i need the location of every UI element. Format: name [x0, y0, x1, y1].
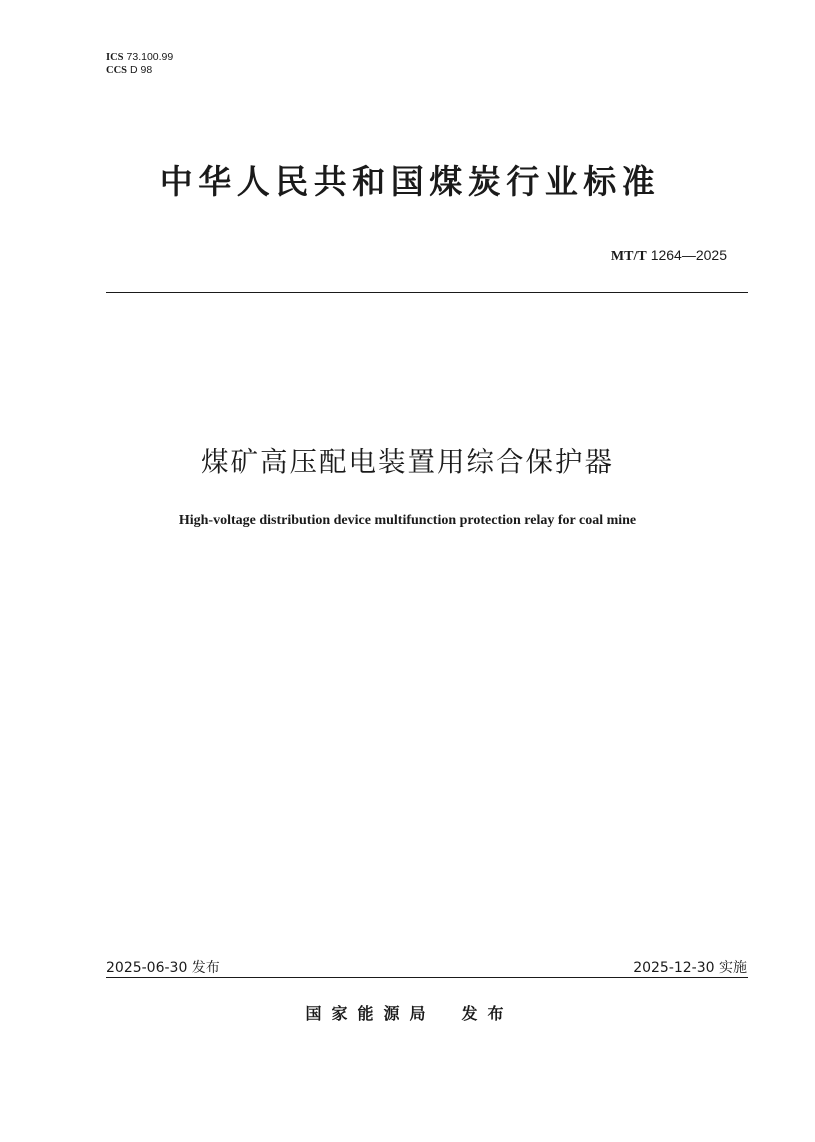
top-divider [106, 292, 748, 293]
ccs-code [106, 64, 173, 77]
bottom-divider [106, 977, 748, 978]
ics-label: ICS [106, 52, 124, 63]
issuer-line [0, 1001, 815, 1024]
publish-date: 2025-06-30 发布 [106, 960, 220, 976]
standard-number [611, 247, 727, 265]
industry-standard-title: 中华人民共和国煤炭行业标准 [159, 162, 661, 201]
standard-prefix: MT/T [610, 249, 647, 264]
classification-codes [106, 51, 173, 77]
standard-digits: 1264—2025 [650, 247, 727, 263]
issuer-action: 发布 [461, 1004, 514, 1023]
ics-value: 73.100.99 [126, 51, 174, 63]
implementation-date: 2025-12-30 实施 [633, 960, 747, 976]
ccs-label: CCS [106, 65, 128, 76]
ics-code [106, 51, 173, 64]
document-title-english: High-voltage distribution device multifunction protection relay for coal mine [178, 513, 637, 528]
ccs-value: D 98 [130, 64, 153, 76]
issuer-name: 国家能源局 [305, 1004, 436, 1023]
document-title-chinese: 煤矿高压配电装置用综合保护器 [201, 446, 614, 478]
